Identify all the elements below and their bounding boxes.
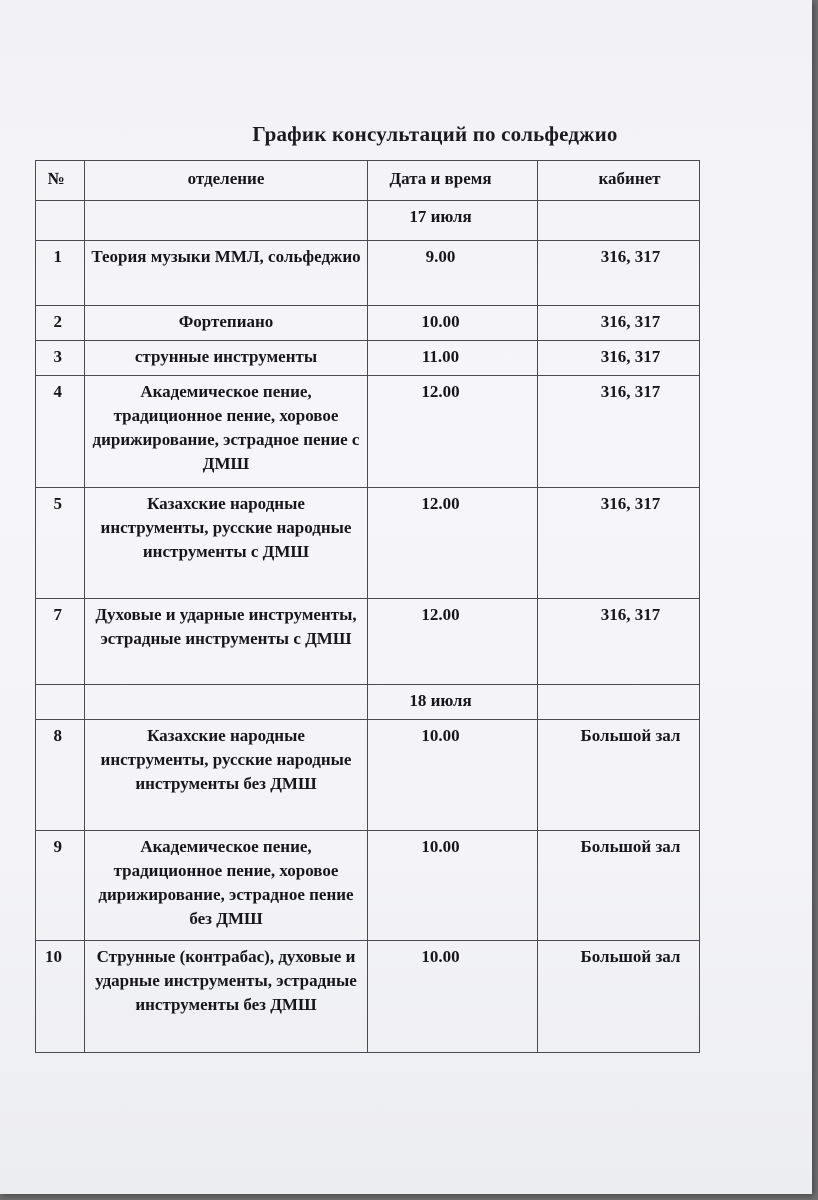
row-dept: Духовые и ударные инструменты, эстрадные инструменты с ДМШ — [85, 599, 368, 685]
row-num: 5 — [36, 488, 85, 599]
row-dept: Теория музыки ММЛ, сольфеджио — [85, 241, 368, 306]
row-num: 2 — [36, 306, 85, 341]
date-row-empty-num — [36, 685, 85, 720]
table-row — [36, 599, 700, 685]
table-row — [36, 488, 700, 599]
header-room: кабинет — [538, 161, 700, 201]
table-header-row — [36, 161, 700, 201]
date-row-empty-room — [538, 685, 700, 720]
table-row — [36, 341, 700, 376]
schedule-table — [35, 160, 700, 1053]
row-dept: Струнные (контрабас), духовые и ударные инструменты, эстрадные инструменты без ДМШ — [85, 941, 368, 1053]
row-num: 10 — [36, 941, 85, 1053]
date-row-empty-room — [538, 201, 700, 241]
row-time: 10.00 — [368, 831, 538, 941]
row-room: 316, 317 — [538, 241, 700, 306]
table-row — [36, 941, 700, 1053]
table-row — [36, 306, 700, 341]
row-time: 10.00 — [368, 720, 538, 831]
date-row-empty-dept — [85, 201, 368, 241]
date-cell: 18 июля — [368, 685, 538, 720]
row-time: 12.00 — [368, 376, 538, 488]
date-row — [36, 685, 700, 720]
date-row-empty-dept — [85, 685, 368, 720]
row-dept: Казахские народные инструменты, русские народные инструменты с ДМШ — [85, 488, 368, 599]
row-room: 316, 317 — [538, 306, 700, 341]
table-row — [36, 831, 700, 941]
row-room: 316, 317 — [538, 376, 700, 488]
row-num: 3 — [36, 341, 85, 376]
row-room: 316, 317 — [538, 599, 700, 685]
row-dept: Казахские народные инструменты, русские народные инструменты без ДМШ — [85, 720, 368, 831]
row-time: 12.00 — [368, 599, 538, 685]
header-dept: отделение — [85, 161, 368, 201]
row-room: Большой зал — [538, 720, 700, 831]
row-time: 10.00 — [368, 306, 538, 341]
row-time: 9.00 — [368, 241, 538, 306]
row-time: 10.00 — [368, 941, 538, 1053]
date-row — [36, 201, 700, 241]
row-room: 316, 317 — [538, 341, 700, 376]
row-room: Большой зал — [538, 831, 700, 941]
row-num: 9 — [36, 831, 85, 941]
row-room: 316, 317 — [538, 488, 700, 599]
row-num: 4 — [36, 376, 85, 488]
row-dept: Академическое пение, традиционное пение, хоровое дирижирование, эстрадное пение без ДМШ — [85, 831, 368, 941]
row-num: 7 — [36, 599, 85, 685]
row-time: 12.00 — [368, 488, 538, 599]
header-datetime: Дата и время — [368, 161, 538, 201]
row-time: 11.00 — [368, 341, 538, 376]
table-row — [36, 376, 700, 488]
date-cell: 17 июля — [368, 201, 538, 241]
table-row — [36, 720, 700, 831]
row-dept: струнные инструменты — [85, 341, 368, 376]
row-num: 8 — [36, 720, 85, 831]
table-row — [36, 241, 700, 306]
row-dept: Академическое пение, традиционное пение, хоровое дирижирование, эстрадное пение с ДМШ — [85, 376, 368, 488]
date-row-empty-num — [36, 201, 85, 241]
row-num: 1 — [36, 241, 85, 306]
row-room: Большой зал — [538, 941, 700, 1053]
page-title: График консультаций по сольфеджио — [252, 122, 618, 146]
header-num: № — [36, 161, 85, 201]
row-dept: Фортепиано — [85, 306, 368, 341]
